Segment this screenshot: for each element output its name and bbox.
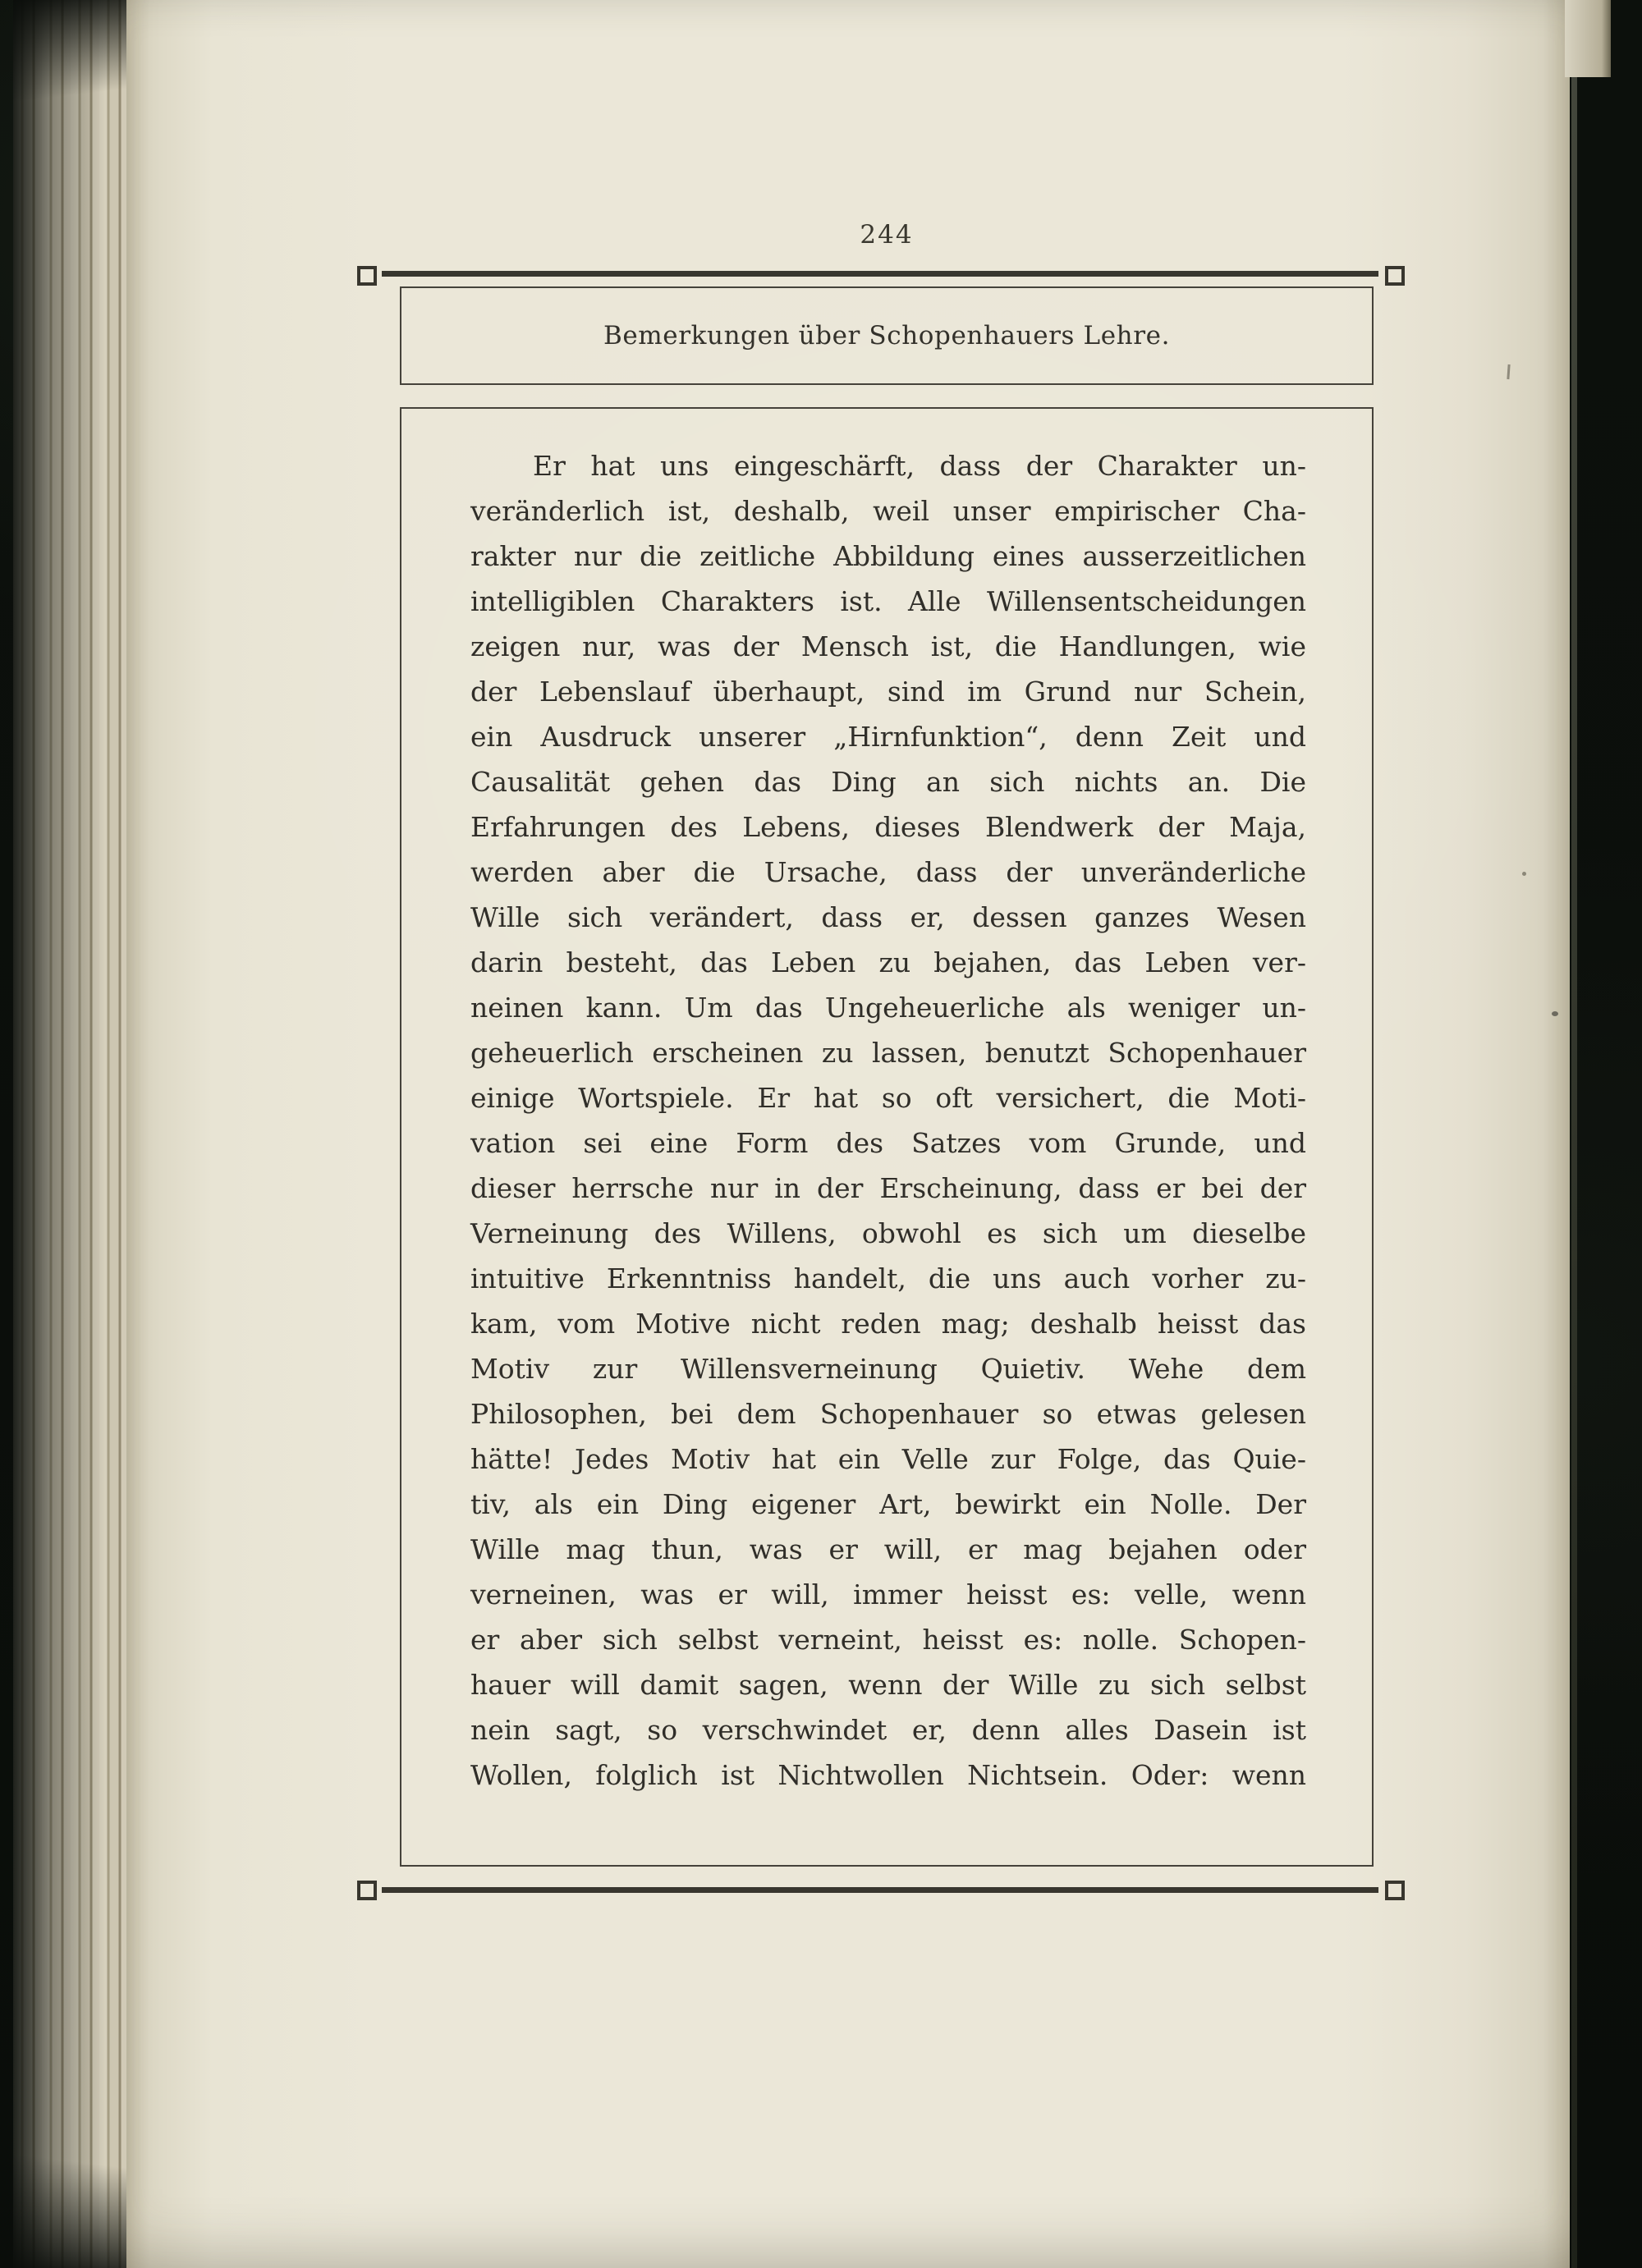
- text-line: vation sei eine Form des Satzes vom Grunde, und: [470, 1127, 1306, 1159]
- text-line: ein Ausdruck unserer „Hirnfunktion“, denn Zeit und: [470, 721, 1306, 753]
- text-line: Er hat uns eingeschärft, dass der Charakter un-: [533, 450, 1306, 482]
- underlying-page-edge: [1565, 0, 1611, 77]
- corner-square-top-left: [357, 266, 377, 286]
- text-line: Wille mag thun, was er will, er mag bejahen oder: [470, 1533, 1306, 1565]
- text-line: der Lebenslauf überhaupt, sind im Grund nur Schein,: [470, 676, 1306, 708]
- scan-artifact: [1507, 364, 1510, 379]
- running-header-box: [400, 286, 1374, 385]
- text-line: veränderlich ist, deshalb, weil unser empirischer Cha-: [470, 495, 1306, 527]
- ornamental-frame: [400, 273, 1374, 1908]
- text-line: tiv, als ein Ding eigener Art, bewirkt ein Nolle. Der: [470, 1488, 1306, 1520]
- text-block: [400, 407, 1374, 1867]
- text-line: geheuerlich erscheinen zu lassen, benutzt Schopenhauer: [470, 1037, 1306, 1069]
- text-line: Wollen, folglich ist Nichtwollen Nichtsein. Oder: wenn: [470, 1759, 1306, 1791]
- page-edge-shadow: [1571, 77, 1577, 2268]
- text-line: nein sagt, so verschwindet er, denn alles Dasein ist: [470, 1714, 1306, 1746]
- text-line: hätte! Jedes Motiv hat ein Velle zur Folge, das Quie-: [470, 1443, 1306, 1475]
- text-line: intuitive Erkenntniss handelt, die uns auch vorher zu-: [470, 1262, 1306, 1294]
- scan-artifact: [1522, 872, 1526, 876]
- text-line: neinen kann. Um das Ungeheuerliche als weniger un-: [470, 992, 1306, 1024]
- scan-artifact: [1552, 1011, 1558, 1016]
- text-line: Verneinung des Willens, obwohl es sich um dieselbe: [470, 1217, 1306, 1249]
- text-line: verneinen, was er will, immer heisst es: velle, wenn: [470, 1578, 1306, 1611]
- frame-bottom-rule: [382, 1887, 1378, 1893]
- book-page: [126, 0, 1570, 2268]
- text-line: darin besteht, das Leben zu bejahen, das Leben ver-: [470, 946, 1306, 978]
- text-line: einige Wortspiele. Er hat so oft versichert, die Moti-: [470, 1082, 1306, 1114]
- text-line: Philosophen, bei dem Schopenhauer so etwas gelesen: [470, 1398, 1306, 1430]
- text-line: Wille sich verändert, dass er, dessen ganzes Wesen: [470, 901, 1306, 933]
- text-line: zeigen nur, was der Mensch ist, die Handlungen, wie: [470, 630, 1306, 662]
- text-line: Erfahrungen des Lebens, dieses Blendwerk der Maja,: [470, 811, 1306, 843]
- corner-square-bottom-left: [357, 1881, 377, 1900]
- text-line: intelligiblen Charakters ist. Alle Willensentscheidungen: [470, 585, 1306, 617]
- text-line: dieser herrsche nur in der Erscheinung, dass er bei der: [470, 1172, 1306, 1204]
- page-number: 244: [860, 220, 914, 250]
- body-text: [470, 443, 1306, 1798]
- running-header-title: Bemerkungen über Schopenhauers Lehre.: [603, 321, 1171, 351]
- text-line: er aber sich selbst verneint, heisst es: nolle. Schopen-: [470, 1624, 1306, 1656]
- frame-top-rule: [382, 271, 1378, 277]
- corner-square-bottom-right: [1385, 1881, 1405, 1900]
- text-line: werden aber die Ursache, dass der unveränderliche: [470, 856, 1306, 888]
- page-stack-edges: [13, 0, 128, 2268]
- corner-square-top-right: [1385, 266, 1405, 286]
- text-line: kam, vom Motive nicht reden mag; deshalb heisst das: [470, 1308, 1306, 1340]
- text-line: Motiv zur Willensverneinung Quietiv. Wehe dem: [470, 1353, 1306, 1385]
- text-line: Causalität gehen das Ding an sich nichts an. Die: [470, 766, 1306, 798]
- text-line: rakter nur die zeitliche Abbildung eines ausserzeitlichen: [470, 540, 1306, 572]
- text-line: hauer will damit sagen, wenn der Wille zu sich selbst: [470, 1669, 1306, 1701]
